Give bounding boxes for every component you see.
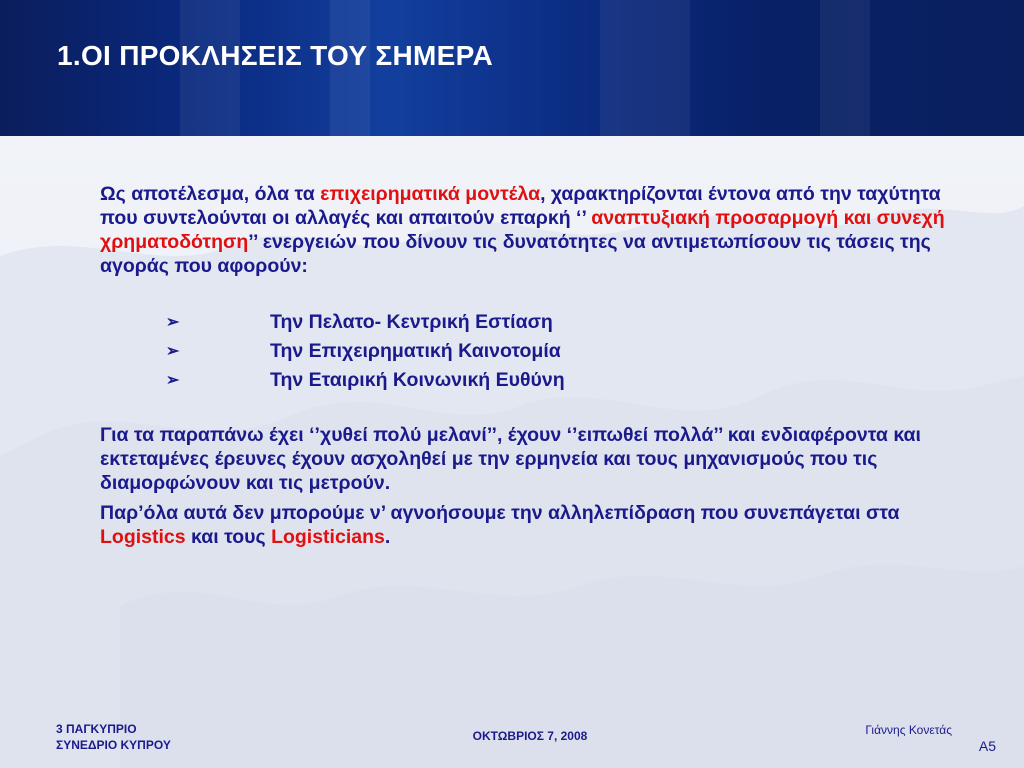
highlight-logisticians: Logisticians [271, 526, 385, 548]
footer-conference-line1: 3 ΠΑΓΚΥΠΡΙΟ [56, 722, 137, 736]
bullet-list [100, 308, 960, 395]
logistics-text-3: . [384, 526, 391, 548]
highlight-adaptation-financing: αναπτυξιακή προσαρμογή και συνεχή χρηματοδότηση [100, 207, 945, 253]
footer-date: ΟΚΤΩΒΡΙΟΣ 7, 2008 [472, 729, 588, 743]
slide-body [100, 182, 960, 549]
highlight-logistics: Logistics [100, 526, 186, 548]
intro-paragraph [100, 182, 960, 278]
footer-author: Γιάννης Κονετάς [865, 723, 952, 737]
list-item [100, 337, 960, 366]
logistics-text-1: Παρ’όλα αυτά δεν μπορούμε ν’ αγνοήσουμε την αλληλεπίδραση που συνεπάγεται στα [100, 502, 900, 524]
highlight-business-models: επιχειρηματικά μοντέλα [320, 183, 541, 205]
arrow-bullet-icon: ➢ [166, 372, 180, 389]
footer-conference [56, 721, 171, 753]
page-number: A5 [978, 738, 996, 754]
research-paragraph: Για τα παραπάνω έχει ‘’χυθεί πολύ μελανί’’, έχουν ‘’ειπωθεί πολλά’’ και ενδιαφέροντα και εκτεταμένες έρευνες έχουν ασχοληθεί με την ερμηνεία και τους μηχανισμούς που τις διαμορφώνουν και τις μετρούν. [100, 424, 921, 494]
intro-text-3: ’’ ενεργειών που δίνουν τις δυνατότητες να αντιμετωπίσουν τις τάσεις της αγοράς που αφορούν: [100, 231, 931, 277]
logistics-paragraph [100, 501, 960, 549]
arrow-bullet-icon: ➢ [166, 314, 180, 331]
intro-text-2: , χαρακτηρίζονται έντονα από την ταχύτητα που συντελούνται οι αλλαγές και απαιτούν επαρκή ‘’ [100, 183, 941, 229]
logistics-text-2: και τους [185, 526, 272, 548]
intro-text-1: Ως αποτέλεσμα, όλα τα [100, 183, 321, 205]
footer-conference-line2: ΣΥΝΕΔΡΙΟ ΚΥΠΡΟΥ [56, 738, 171, 752]
arrow-bullet-icon: ➢ [166, 343, 180, 360]
bullet-text: Την Πελατο- Κεντρική Εστίαση [270, 311, 553, 333]
bullet-text: Την Επιχειρηματική Καινοτομία [270, 340, 561, 362]
title-bar [0, 0, 1024, 136]
bullet-text: Την Εταιρική Κοινωνική Ευθύνη [270, 369, 565, 391]
slide-title: 1.ΟΙ ΠΡΟΚΛΗΣΕΙΣ ΤΟΥ ΣΗΜΕΡΑ [57, 40, 494, 71]
list-item [100, 308, 960, 337]
list-item [100, 366, 960, 395]
